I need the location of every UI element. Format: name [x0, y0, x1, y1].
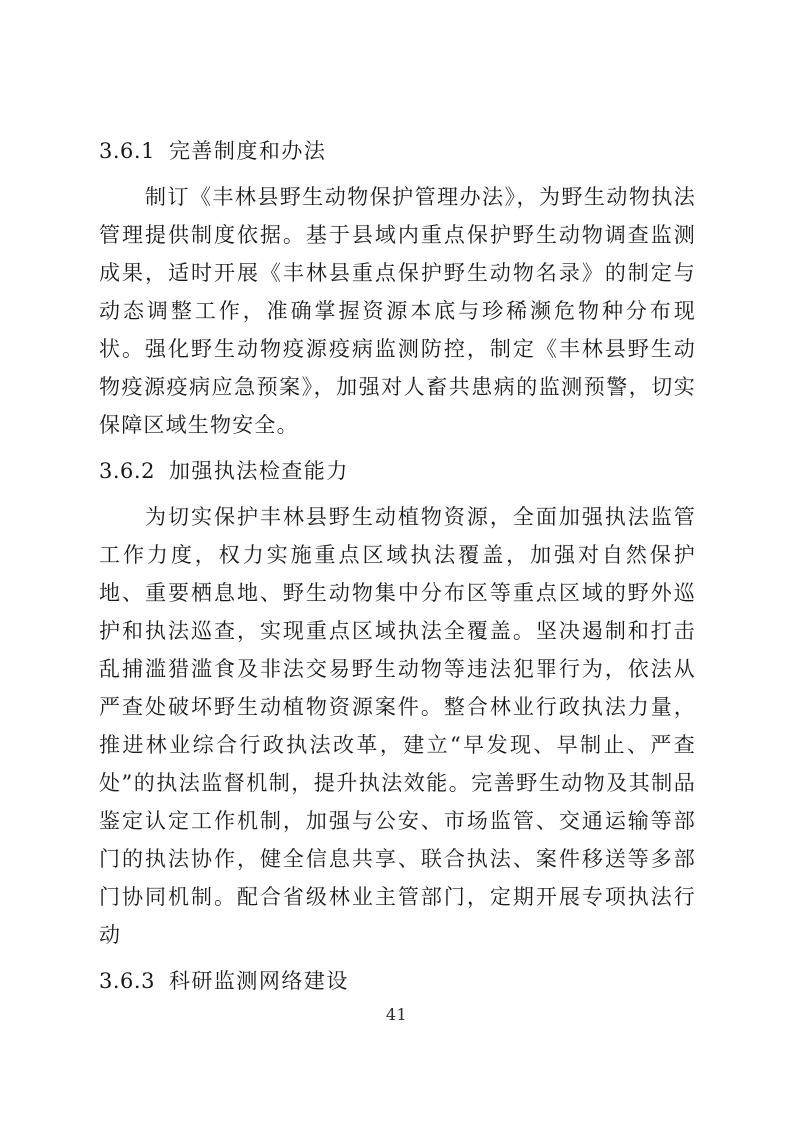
section-paragraph: 制订《丰林县野生动物保护管理办法》，为野生动物执法管理提供制度依据。基于县域内重点保护野生动物调查监测成果，适时开展《丰林县重点保护野生动物名录》的制定与动态调整工作，准确掌握资源本底与珍稀濒危物种分布现状。强化野生动物疫源疫病监测防控，制定《丰林县野生动物疫源疫病应急预案》，加强对人畜共患病的监测预警，切实保障区域生物安全。	[99, 185, 696, 437]
section-3-6-3	[99, 966, 696, 996]
section-heading-3-6-3	[99, 966, 696, 996]
section-number: 3.6.2	[99, 459, 155, 483]
section-heading-3-6-2	[99, 456, 696, 486]
page-number: 41	[385, 1005, 408, 1024]
section-3-6-2	[99, 456, 696, 954]
section-3-6-1	[99, 136, 696, 444]
section-title: 加强执法检查能力	[168, 459, 349, 483]
section-paragraph: 为切实保护丰林县野生动植物资源，全面加强执法监管工作力度，权力实施重点区域执法覆盖，加强对自然保护地、重要栖息地、野生动物集中分布区等重点区域的野外巡护和执法巡查，实现重点区域执法全覆盖。坚决遏制和打击乱捕滥猎滥食及非法交易野生动物等违法犯罪行为，依法从严查处破坏野生动植物资源案件。整合林业行政执法力量，推进林业综合行政执法改革，建立“早发现、早制止、严查处”的执法监督机制，提升执法效能。完善野生动物及其制品鉴定认定工作机制，加强与公安、市场监管、交通运输等部门的执法协作，健全信息共享、联合执法、案件移送等多部门协同机制。配合省级林业主管部门，定期开展专项执法行动	[99, 505, 696, 947]
section-title: 科研监测网络建设	[168, 969, 349, 993]
section-number: 3.6.3	[99, 969, 155, 993]
section-heading-3-6-1	[99, 136, 696, 166]
section-number: 3.6.1	[99, 139, 155, 163]
section-title: 完善制度和办法	[168, 139, 327, 163]
